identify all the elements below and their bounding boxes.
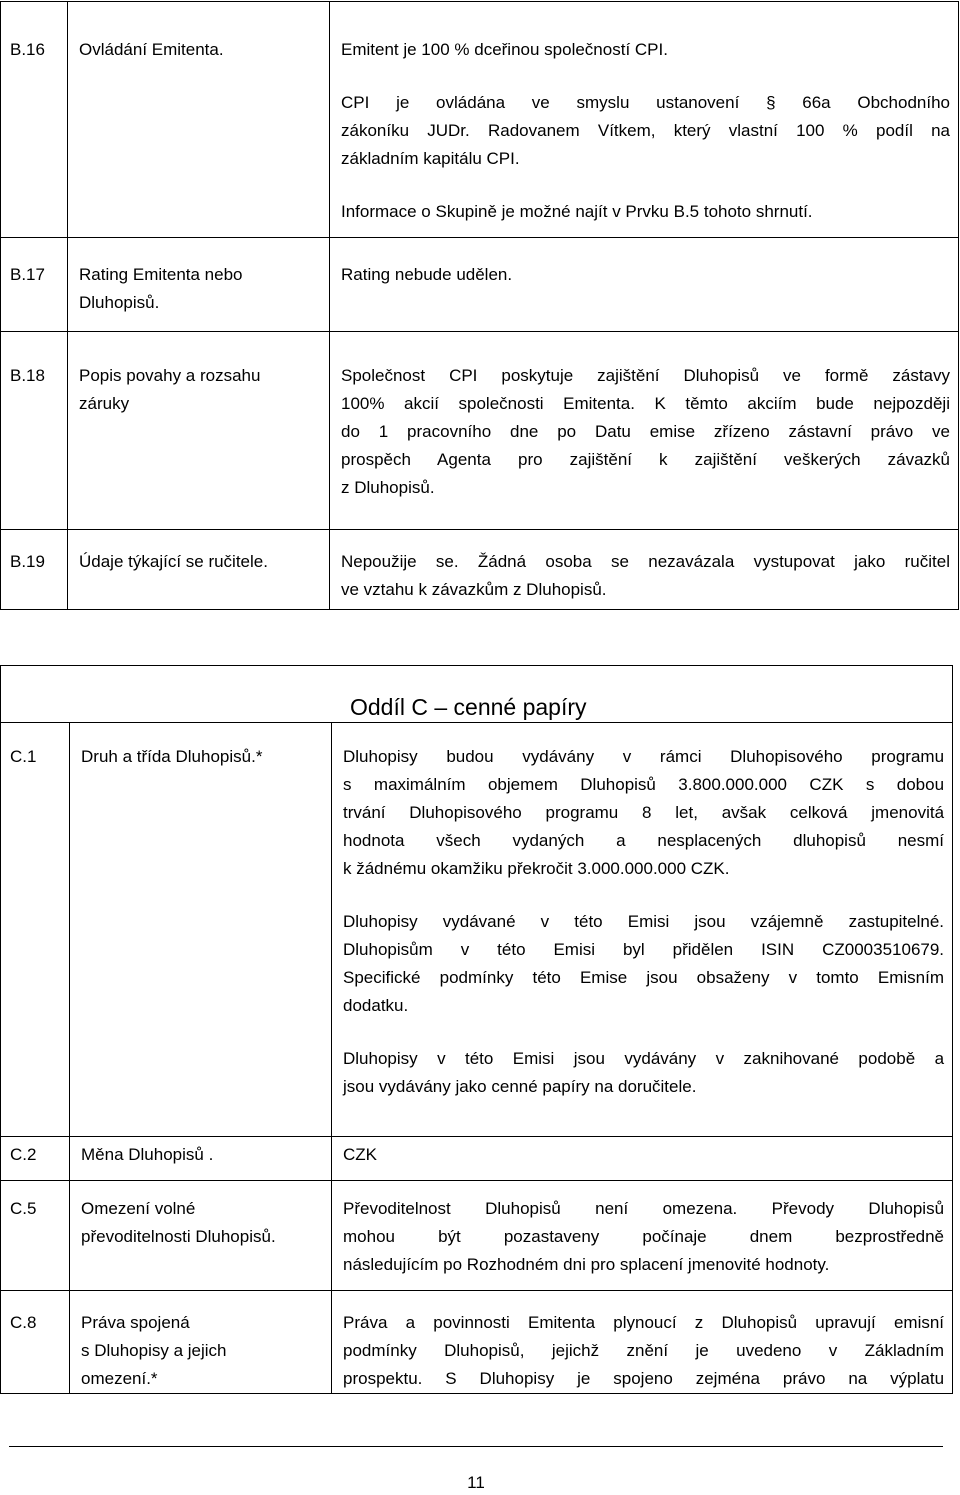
row-title: Ovládání Emitenta. — [79, 40, 224, 59]
row-title: Rating Emitenta nebo — [79, 265, 243, 284]
row-code: C.5 — [10, 1199, 37, 1218]
row-title: s Dluhopisy a jejich — [81, 1341, 227, 1360]
row-text-line: Práva a povinnosti Emitenta plynoucí z Dluhopisů upravují emisní — [343, 1313, 945, 1332]
section-heading: Oddíl C – cenné papíry — [350, 694, 587, 720]
row-title: Údaje týkající se ručitele. — [79, 552, 268, 571]
table-row — [1, 723, 953, 1137]
row-text-line: Dluhopisům v této Emisi byl přidělen ISIN CZ0003510679. — [343, 940, 945, 959]
table-row — [1, 332, 959, 530]
row-text-line: podmínky Dluhopisů, jejichž znění je uvedeno v Základním — [343, 1341, 945, 1360]
table-row — [1, 1181, 953, 1291]
row-text-line: s maximálním objemem Dluhopisů 3.800.000.000 CZK s dobou — [343, 775, 945, 794]
row-text-line: hodnota všech vydaných a nesplacených dluhopisů nesmí — [343, 831, 945, 850]
row-title: Popis povahy a rozsahu — [79, 366, 261, 385]
table-row — [1, 2, 959, 238]
row-title: Druh a třída Dluhopisů.* — [81, 747, 263, 766]
row-code: B.16 — [10, 40, 45, 59]
section-heading-row — [1, 666, 953, 723]
row-code: C.1 — [10, 747, 37, 766]
row-code: C.8 — [10, 1313, 37, 1332]
row-text-line: trvání Dluhopisového programu 8 let, avšak celková jmenovitá — [343, 803, 945, 822]
row-text-line: dodatku. — [343, 996, 409, 1015]
section-c-table — [0, 665, 953, 1394]
table-row — [1, 530, 959, 610]
row-text-line: Společnost CPI poskytuje zajištění Dluhopisů ve formě zástavy — [341, 366, 950, 385]
row-text-line: prospektu. S Dluhopisy je spojeno zejména právo na výplatu — [343, 1369, 945, 1388]
row-code: B.19 — [10, 552, 45, 571]
row-title: záruky — [79, 394, 130, 413]
row-title: Měna Dluhopisů . — [81, 1145, 214, 1164]
row-text-line: Informace o Skupině je možné najít v Prvku B.5 tohoto shrnutí. — [341, 202, 813, 221]
row-text-line: do 1 pracovního dne po Datu emise zřízeno zástavní právo ve — [341, 422, 950, 441]
row-text-line: Rating nebude udělen. — [341, 265, 513, 284]
table-row — [1, 1291, 953, 1394]
row-text-line: základním kapitálu CPI. — [341, 149, 520, 168]
table-row — [1, 1137, 953, 1181]
row-code: B.18 — [10, 366, 45, 385]
row-text-line: CPI je ovládána ve smyslu ustanovení § 66a Obchodního — [341, 93, 950, 112]
row-title: Dluhopisů. — [79, 293, 160, 312]
row-text-line: z Dluhopisů. — [341, 478, 435, 497]
row-text-line: zákoníku JUDr. Radovanem Vítkem, který vlastní 100 % podíl na — [341, 121, 950, 140]
row-text-line: Nepoužije se. Žádná osoba se nezavázala vystupovat jako ručitel — [341, 552, 950, 571]
row-text-line: prospěch Agenta pro zajištění k zajištění veškerých závazků — [341, 450, 950, 469]
row-code: C.2 — [10, 1145, 37, 1164]
footer-divider — [9, 1446, 943, 1447]
row-text-line: Emitent je 100 % dceřinou společností CPI. — [341, 40, 668, 59]
row-text-line: Převoditelnost Dluhopisů není omezena. Převody Dluhopisů — [343, 1199, 945, 1218]
table-row — [1, 238, 959, 332]
row-code: B.17 — [10, 265, 45, 284]
row-title: převoditelnosti Dluhopisů. — [81, 1227, 276, 1246]
row-text-line: Dluhopisy v této Emisi jsou vydávány v zaknihované podobě a — [343, 1049, 945, 1068]
row-text-line: mohou být pozastaveny počínaje dnem bezprostředně — [343, 1227, 945, 1246]
page-number: 11 — [467, 1473, 485, 1492]
row-text-line: ve vztahu k závazkům z Dluhopisů. — [341, 580, 607, 599]
row-title: omezení.* — [81, 1369, 158, 1388]
row-text-line: Dluhopisy vydávané v této Emisi jsou vzájemně zastupitelné. — [343, 912, 945, 931]
row-text-line: následujícím po Rozhodném dni pro splacení jmenovité hodnoty. — [343, 1255, 830, 1274]
row-text-line: k žádnému okamžiku překročit 3.000.000.000 CZK. — [343, 859, 730, 878]
row-text-line: Dluhopisy budou vydávány v rámci Dluhopisového programu — [343, 747, 945, 766]
row-title: Omezení volné — [81, 1199, 196, 1218]
row-text-line: CZK — [343, 1145, 377, 1164]
row-text-line: Specifické podmínky této Emise jsou obsaženy v tomto Emisním — [343, 968, 945, 987]
row-text-line: jsou vydávány jako cenné papíry na doručitele. — [343, 1077, 697, 1096]
row-text-line: 100% akcií společnosti Emitenta. K těmto akciím bude nejpozději — [341, 394, 950, 413]
section-b-table — [0, 1, 959, 610]
row-title: Práva spojená — [81, 1313, 190, 1332]
